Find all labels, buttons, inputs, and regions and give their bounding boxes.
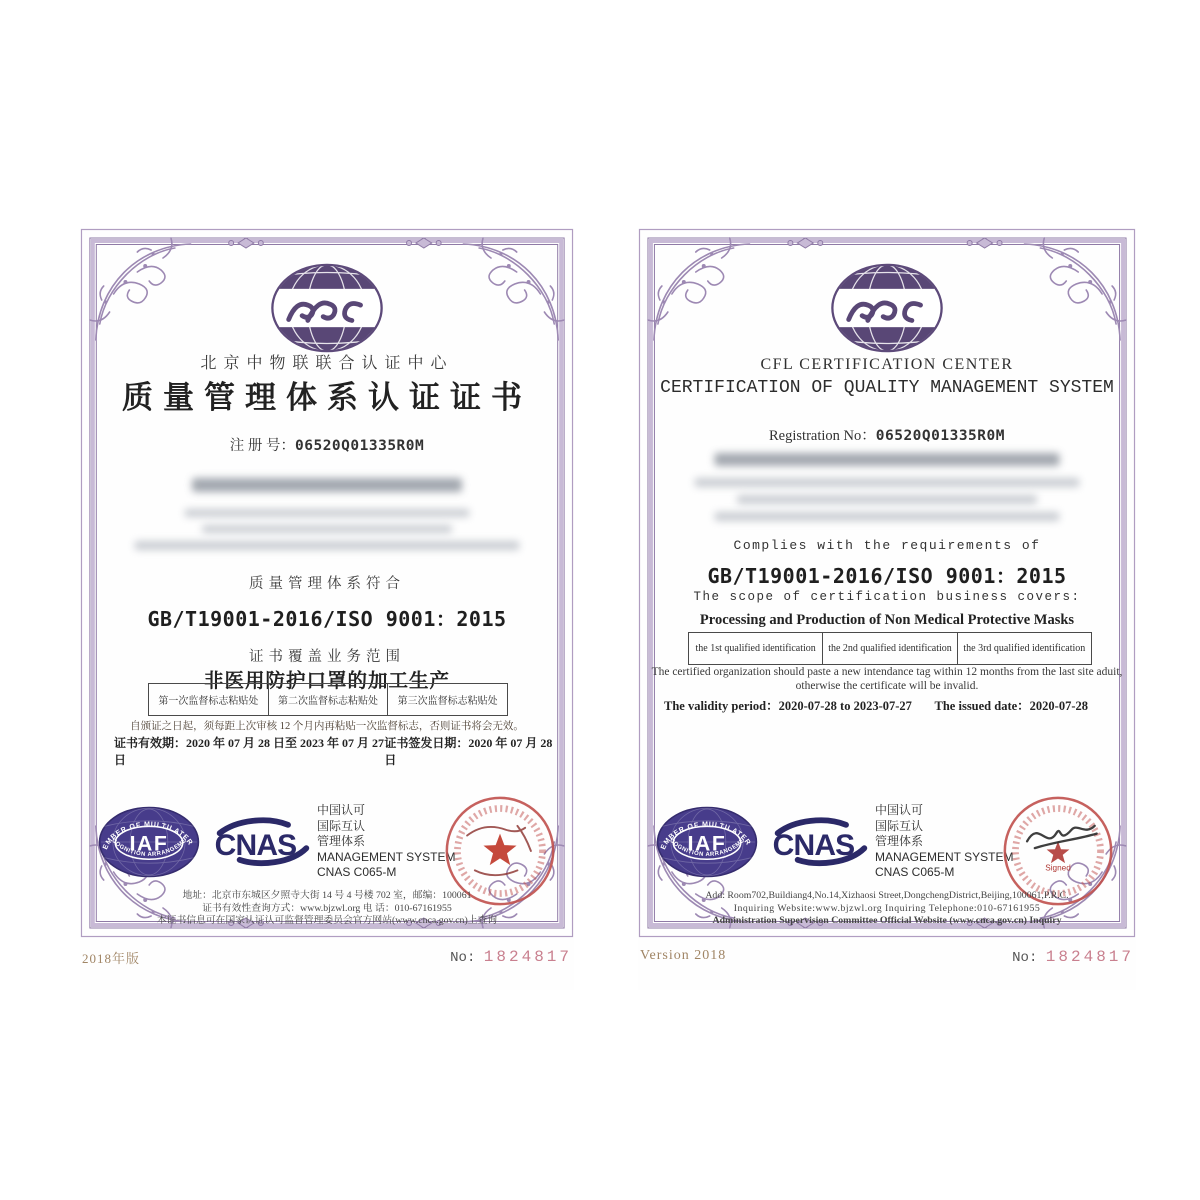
acc-line: 国际互认 <box>317 818 366 833</box>
registration-value: 06520Q01335R0M <box>295 438 425 454</box>
registration-number <box>80 434 574 455</box>
registration-label: 注 册 号： <box>229 438 296 454</box>
registration-value: 06520Q01335R0M <box>875 428 1005 444</box>
notice-text: 自颁证之日起，须每距上次审核 12 个月内再粘贴一次监督标志，否则证书将会无效。 <box>130 721 524 732</box>
acc-line: 管理体系 <box>875 834 924 849</box>
below-frame-row <box>640 948 1134 966</box>
certificate-title: 质量管理体系认证证书 <box>122 380 532 415</box>
redacted-detail-line <box>737 495 1037 504</box>
iaf-logo <box>98 797 200 887</box>
footer-address <box>638 890 1136 928</box>
redacted-detail-line <box>185 509 470 517</box>
below-frame-row <box>82 948 572 967</box>
table-cell: 第二次监督标志粘贴处 <box>268 684 388 715</box>
iaf-logo <box>656 797 758 887</box>
validity-row <box>664 696 1088 714</box>
cfl-globe-logo <box>638 262 1136 354</box>
footer-line: Administration Supervision Committee Official Website (www.cnca.gov.cn) Inquiry <box>712 915 1062 927</box>
redacted-company-name <box>192 478 462 492</box>
table-cell: the 2nd qualified identification <box>822 633 956 664</box>
issuer-name: 北京中物联联合认证中心 <box>200 355 454 372</box>
supervision-sticker-table <box>688 632 1092 665</box>
serial-value: 1824817 <box>483 948 572 966</box>
standard-line: GB/T19001-2016/ISO 9001：2015 <box>707 564 1067 588</box>
validity-date: 证书有效期：2020 年 07 月 28 日至 2023 年 07 月 27 日 <box>114 736 385 767</box>
acc-line: 管理体系 <box>317 834 366 849</box>
registration-label: Registration No： <box>769 428 876 444</box>
serial-number <box>450 948 572 966</box>
serial-value: 1824817 <box>1045 948 1134 966</box>
acc-line: MANAGEMENT SYSTEM <box>317 849 456 864</box>
cnas-logo <box>771 817 871 871</box>
issue-date: The issued date：2020-07-28 <box>934 699 1088 713</box>
scope-label: The scope of certification business covers: <box>693 590 1081 604</box>
footer-address <box>80 890 574 928</box>
footer-line: 地址：北京市东城区夕照寺大街 14 号 4 号楼 702 室，邮编：100061 <box>182 890 472 901</box>
acc-line: 国际互认 <box>875 818 924 833</box>
accreditation-text <box>875 803 1013 881</box>
scope-label: 证书覆盖业务范围 <box>249 649 405 665</box>
serial-label: No: <box>450 950 476 966</box>
table-cell: the 1st qualified identification <box>695 643 816 654</box>
supervision-sticker-table <box>148 683 508 716</box>
serial-label: No: <box>1012 950 1038 966</box>
validity-date: The validity period：2020-07-28 to 2023-07-27 <box>664 699 912 713</box>
complies-line: Complies with the requirements of <box>733 538 1041 553</box>
acc-line: CNAS C065-M <box>317 865 397 880</box>
scope-text: 非医用防护口罩的加工生产 <box>203 671 450 692</box>
issuer-name: CFL CERTIFICATION CENTER <box>760 356 1014 373</box>
cnas-logo <box>213 817 313 871</box>
footer-line: Add: Room702,Buildiang4,No.14,Xizhaosi Street,DongchengDistrict,Beijing,100061,P.R.C. <box>705 890 1069 901</box>
redacted-company-name <box>715 453 1060 466</box>
table-cell: 第一次监督标志粘贴处 <box>158 696 259 707</box>
version-label: 2018年版 <box>82 951 141 966</box>
acc-line: 中国认可 <box>875 803 924 817</box>
redacted-detail-line <box>695 478 1080 487</box>
scope-text: Processing and Production of Non Medical Protective Masks <box>699 612 1075 628</box>
validity-row <box>114 734 558 768</box>
cfl-globe-logo <box>80 262 574 354</box>
table-cell: the 3rd qualified identification <box>957 633 1091 664</box>
complies-line: 质量管理体系符合 <box>249 576 405 592</box>
accreditation-text <box>317 803 455 881</box>
certificate-chinese <box>80 228 574 990</box>
redacted-detail-line <box>135 541 520 550</box>
footer-line: 本证书信息可在国家认证认可监督管理委员会官方网站(www.cnca.gov.cn)上查询 <box>156 915 498 927</box>
notice-text: otherwise the certificate will be invalid. <box>795 680 979 692</box>
standard-line: GB/T19001-2016/ISO 9001：2015 <box>147 607 507 631</box>
certificate-title: CERTIFICATION OF QUALITY MANAGEMENT SYSTEM <box>660 378 1114 398</box>
footer-line: Inquiring Website:www.bjzwl.org Inquiring Telephone:010-67161955 <box>733 902 1041 914</box>
serial-number <box>1012 948 1134 966</box>
registration-number <box>638 424 1136 445</box>
seal-signed-label: Signed <box>1045 863 1071 873</box>
issue-date: 证书签发日期：2020 年 07 月 28 日 <box>384 736 553 767</box>
footer-line: 证书有效性查询方式：www.bjzwl.org 电 话：010-67161955 <box>202 902 452 914</box>
redacted-detail-line <box>202 525 452 533</box>
redacted-detail-line <box>715 512 1060 521</box>
certificate-english <box>638 228 1136 990</box>
acc-line: CNAS C065-M <box>875 865 955 880</box>
acc-line: 中国认可 <box>317 803 366 817</box>
acc-line: MANAGEMENT SYSTEM <box>875 849 1014 864</box>
notice-text: The certified organization should paste a new intendance tag within 12 months from the last site aduit, <box>651 666 1123 678</box>
version-label: Version 2018 <box>640 948 727 963</box>
table-cell: 第三次监督标志粘贴处 <box>387 684 507 715</box>
